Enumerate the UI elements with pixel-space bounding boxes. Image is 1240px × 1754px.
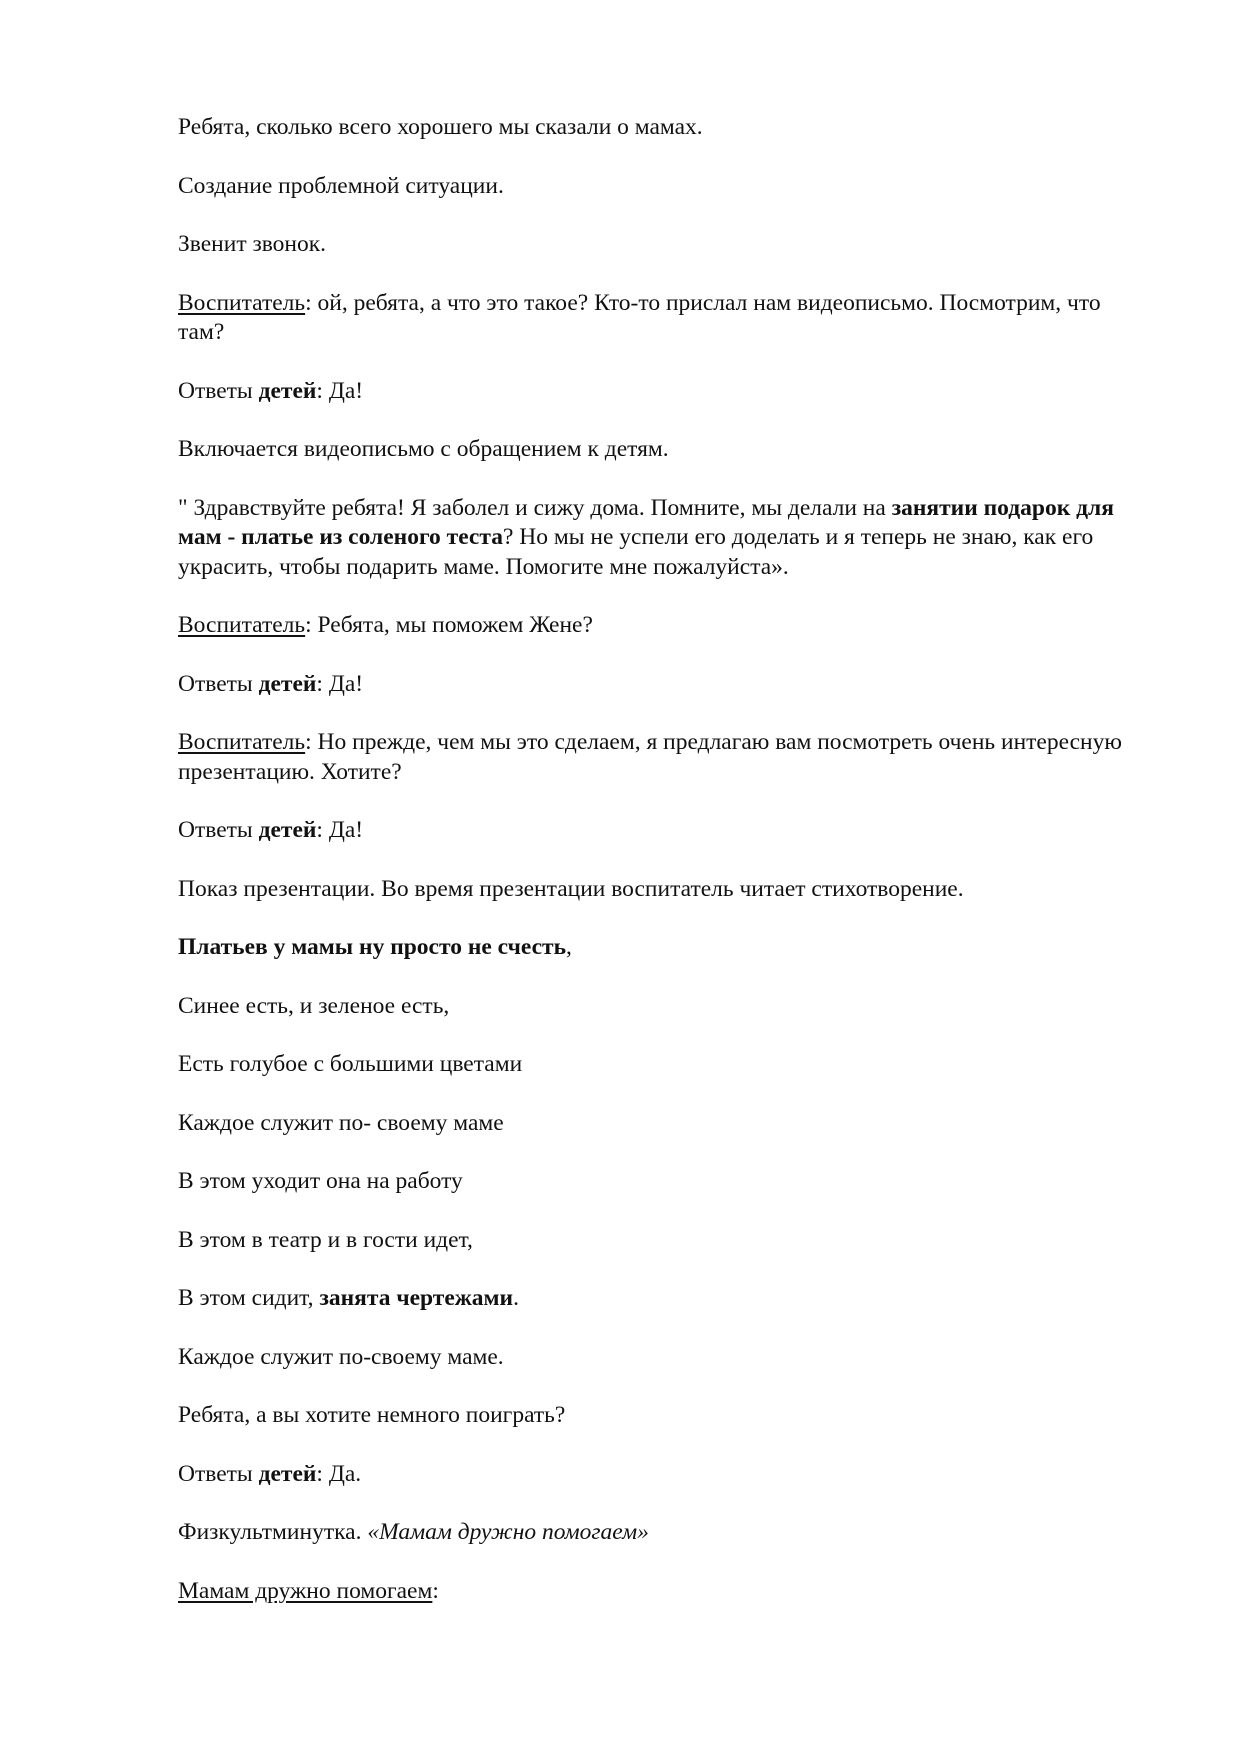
- paragraph: Воспитатель: Ребята, мы поможем Жене?: [178, 612, 593, 638]
- paragraph: Физкультминутка. «Мамам дружно помогаем»: [178, 1519, 649, 1545]
- paragraph: Создание проблемной ситуации.: [178, 172, 504, 199]
- section-heading: Мамам дружно помогаем:: [178, 1577, 439, 1604]
- speaker-label: Воспитатель: [178, 729, 306, 755]
- poem-line: Платьев у мамы ну просто не счесть,: [178, 934, 572, 960]
- paragraph: Ребята, сколько всего хорошего мы сказали о мамах.: [178, 114, 703, 140]
- poem-line: В этом в театр и в гости идет,: [178, 1226, 473, 1253]
- children-answer: Ответы детей: Да!: [178, 817, 364, 843]
- poem-line: Синее есть, и зеленое есть,: [178, 992, 450, 1019]
- children-answer: Ответы детей: Да!: [178, 377, 364, 404]
- video-letter-text: " Здравствуйте ребята! Я заболел и сижу дома. Помните, мы делали на занятии подарок для мам - платье из соленого теста? Но мы не успели его доделать и я теперь не знаю, как его украсить, чтобы подарить маме. Помогите мне пожалуйста».: [178, 494, 1114, 580]
- poem-line: В этом сидит, занята чертежами.: [178, 1285, 519, 1311]
- paragraph: Звенит звонок.: [178, 231, 327, 257]
- speaker-label: Воспитатель: [178, 289, 306, 316]
- paragraph: Воспитатель: Но прежде, чем мы это сделаем, я предлагаю вам посмотреть очень интересную презентацию. Хотите?: [178, 729, 1122, 785]
- poem-line: Каждое служит по-своему маме.: [178, 1343, 504, 1370]
- document-body: [178, 113, 1138, 1635]
- poem-line: Есть голубое с большими цветами: [178, 1051, 523, 1077]
- paragraph: Включается видеописьмо с обращением к детям.: [178, 436, 669, 462]
- poem-line: В этом уходит она на работу: [178, 1168, 463, 1194]
- paragraph: Показ презентации. Во время презентации воспитатель читает стихотворение.: [178, 875, 964, 902]
- children-answer: Ответы детей: Да.: [178, 1460, 362, 1487]
- speaker-label: Воспитатель: [178, 612, 306, 638]
- poem-line: Каждое служит по- своему маме: [178, 1109, 504, 1136]
- paragraph: Ребята, а вы хотите немного поиграть?: [178, 1402, 566, 1428]
- paragraph: Воспитатель: ой, ребята, а что это такое? Кто-то прислал нам видеописьмо. Посмотрим, что там?: [178, 289, 1101, 345]
- children-answer: Ответы детей: Да!: [178, 670, 364, 697]
